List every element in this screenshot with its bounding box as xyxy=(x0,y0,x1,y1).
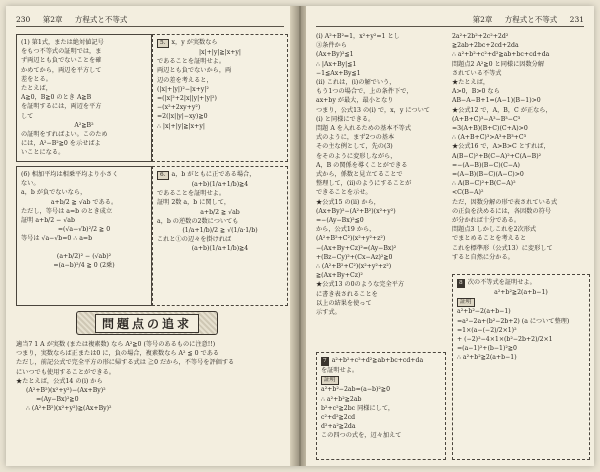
text-line: ただし，等号は a=b のとき成立 xyxy=(21,207,113,215)
text-line: 問題 A を入れるための基本不等式 xyxy=(316,125,412,133)
proof-tag: 証明 xyxy=(457,298,475,307)
text-line: 両辺とも負でないから，両 xyxy=(157,67,232,75)
text-line: (a+b/2)² − (√ab)² xyxy=(56,252,112,260)
text-line: =(a−b)²/4 ≧ 0 (2乗) xyxy=(53,261,115,269)
text-line: (a+b)(1/a+1/b)≧4 xyxy=(191,245,249,253)
example-number: 6. xyxy=(157,171,169,180)
text-line: =a²−2a+(b²−2b+2) (a について整理) xyxy=(457,317,570,325)
text-line: =2(|x||y|−xy)≧0 xyxy=(157,113,208,121)
text-line: (Ax+By)²−(A²+B²)(x²+y²) xyxy=(316,207,396,215)
text-line: (|x|+|y|)²−|x+y|² xyxy=(157,85,209,93)
text-line: AB−A−B+1=(A−1)(B−1)>0 xyxy=(452,97,541,105)
text-line: もう1つの場合で，上の条件下で， xyxy=(316,88,413,96)
section-banner xyxy=(76,311,218,335)
text-line: ≧(Ax+By+Cz)² xyxy=(316,272,363,280)
text-line: ∴ |x|+|y|≧|x+y| xyxy=(157,122,205,130)
text-line: (A+B+C)³−A³−B³−C³ xyxy=(452,115,521,123)
text-line: + (−2)²−4×1×(b²−2b+2)/2×1 xyxy=(457,336,553,344)
text-line: の証明をすればよい。このため xyxy=(21,131,108,139)
text-line: =(A−B)(B−C)(A−C)>0 xyxy=(452,171,524,179)
text-line: ない。 xyxy=(21,180,40,188)
text-line: 式から，係数と見立てることで xyxy=(316,171,403,179)
text-line: ∴ |Ax+By|≦1 xyxy=(316,60,357,68)
text-line: できることを示せ。 xyxy=(316,189,372,197)
text-line: 問題点2 A²≧0 と同様に因数分解 xyxy=(452,60,545,68)
text-line: に書き表されることを xyxy=(316,290,378,298)
text-line: a+b/2 ≧ √ab xyxy=(200,208,240,216)
text-line: +(Bz−Cy)²+(Cx−Az)²≧0 xyxy=(316,253,393,261)
text-line: c²+d²≧2cd xyxy=(321,414,356,422)
page-number: 230 xyxy=(16,15,31,24)
text-line: 適当7 1 A が実数 (または複素数) なら A²≧0 (等号のあるものに注意!!) xyxy=(16,341,216,348)
text-line: a²+b²+c²+d²≧ab+bc+cd+da xyxy=(331,357,424,364)
example-box-8 xyxy=(452,274,590,460)
text-line: a，b の逆数の2数についても xyxy=(157,217,239,225)
text-line: (A²+B²)(x²+y²)−(Ax+By)² xyxy=(26,387,106,395)
section-title: 方程式と不等式 xyxy=(74,15,128,24)
text-line: ず両辺とも負でないことを確 xyxy=(21,57,102,65)
text-line: −1≦Ax+By≦1 xyxy=(316,69,361,77)
text-line: A>0，B>0 なら xyxy=(452,88,500,96)
text-line: =(a−1)²+(b−1)²≧0 xyxy=(457,345,517,353)
proof-tag: 証明 xyxy=(321,376,339,385)
text-line: a²+b²−2ab=(a−b)²≧0 xyxy=(321,386,391,394)
text-line: 問題点3 しかしこれを2次形式 xyxy=(452,226,537,234)
text-line: −(x²+2xy+y²) xyxy=(157,104,201,112)
text-line: =−(A−B)(B−C)(C−A) xyxy=(452,161,520,169)
example-box-6 xyxy=(152,166,288,306)
banner-title: 問題点の追求 xyxy=(95,314,199,333)
text-line: =(|x|²+2|x||y|+|y|²) xyxy=(157,95,217,103)
note-box-1 xyxy=(16,34,152,162)
text-line: (a+b)(1/a+1/b)≧4 xyxy=(191,181,249,188)
text-line: から，公式19 から， xyxy=(316,226,376,234)
text-line: これを標準形（公式13）に変形して xyxy=(452,244,553,252)
text-line: d²+a²≧2da xyxy=(321,423,356,431)
text-line: −(Ax+By+Cz)²=(Ay−Bx)² xyxy=(316,244,397,252)
text-line: であることを証明せよ。 xyxy=(157,58,226,66)
text-line: されている不等式 xyxy=(452,69,502,77)
text-line: <C(B−A)² xyxy=(452,189,484,197)
text-line: にいつでも使用することができる。 xyxy=(16,368,115,376)
text-line: A≧0，B≧0 のとき A≧B xyxy=(21,94,92,102)
note-box-6 xyxy=(16,166,152,306)
example-box-7 xyxy=(316,352,446,460)
text-line: ∴ (A+B+C)³>A³+B³+C³ xyxy=(452,134,527,142)
chapter-label: 第2章 xyxy=(472,15,493,24)
example-number: 8 xyxy=(457,279,465,288)
text-line: ∴ a²+b²+c²+d²≧ab+bc+cd+da xyxy=(452,51,550,59)
text-line: ★公式12 で，A，B，C が正なら， xyxy=(452,106,552,114)
text-line: ★たとえば，公式14 の(i) から xyxy=(16,377,103,385)
text-line: =1×(a−(−2)/2×1)² xyxy=(457,326,517,334)
text-line: 以上の結果を使って xyxy=(316,299,372,307)
text-line: すると自然に分かる。 xyxy=(452,253,514,261)
text-line: b²+c²≧2bc 同様にして， xyxy=(321,404,395,412)
text-line: =−(Ay−Bx)²≦0 xyxy=(316,217,364,225)
right-page-header xyxy=(316,14,584,27)
text-line: 式のように，まず2つの基本 xyxy=(316,134,395,142)
text-line: 証明 2数 a，b に関して， xyxy=(157,199,231,207)
text-line: ∴ A(B−C)²+B(C−A)² xyxy=(452,180,516,188)
text-line: 等号は √a−√b=0 ∴ a=b xyxy=(21,235,93,243)
text-line: 整理して，(ii)のようにすることが xyxy=(316,180,412,188)
text-line: x，y が実数なら xyxy=(171,39,218,46)
text-line: たとえば， xyxy=(21,85,52,93)
text-line: (1) 第1式，または絶対値記号 xyxy=(21,39,104,46)
example-number: 5. xyxy=(157,39,169,48)
text-line: には，A²−B²≧0 を示せばよ xyxy=(21,140,101,148)
text-line: A(B−C)²+B(C−A)²+C(A−B)² xyxy=(452,152,542,160)
text-line: 示す式。 xyxy=(316,309,341,317)
text-line: であることを証明せよ。 xyxy=(157,190,226,198)
text-line: これと①の辺々を掛ければ xyxy=(157,236,232,244)
text-line: a+b/2 ≧ √ab である。 xyxy=(50,198,118,206)
text-line: =3(A+B)(B+C)(C+A)>0 xyxy=(452,125,528,133)
text-line: ③条件から xyxy=(316,42,347,50)
right-column-2 xyxy=(452,32,588,266)
text-line: a²+b²−2(a+b−1) xyxy=(457,308,511,316)
text-line: ただし，前記公式で完全平方の形に帰する式は ≧0 だから，不等号を評価する xyxy=(16,359,235,367)
text-line: をもつ不等式の証明では，ま xyxy=(21,48,102,56)
text-line: この四つの式を，辺々加えて xyxy=(321,432,402,440)
text-line: ★たとえば， xyxy=(452,79,490,87)
text-line: つまり，実数ならば正または0 に，負の場合，複素数なら A² ≦ 0 である xyxy=(16,350,220,358)
text-line: ★公式13 の0のような完全平方 xyxy=(316,281,405,289)
text-line: をそのように変形しながら， xyxy=(316,152,397,160)
text-line: (ii) これは，(i)の解でいう， xyxy=(316,79,396,87)
text-line: 辺の差を考えると， xyxy=(157,76,213,84)
example-box-5 xyxy=(152,34,288,162)
text-line: |x|+|y|≧|x+y| xyxy=(198,49,242,56)
right-column-1 xyxy=(316,32,444,342)
text-line: 次の不等式を証明せよ。 xyxy=(467,279,536,286)
text-line: ax+by が最大，最小となり xyxy=(316,97,394,105)
text-line: 差をとる。 xyxy=(21,75,52,83)
text-line: a²+b²≧2(a+b−1) xyxy=(494,289,548,297)
text-line: ★公式15 の(ii) から， xyxy=(316,198,380,206)
left-bottom-text xyxy=(16,340,286,414)
text-line: (A²+B²+C²)(x²+y²+z²) xyxy=(316,235,386,243)
right-page xyxy=(306,6,594,466)
text-line: が分かれば十分である。 xyxy=(452,217,521,225)
example-number: 7 xyxy=(321,357,329,366)
text-line: =(√a−√b)²/2 ≧ 0 xyxy=(57,226,111,234)
text-line: a，b が負でないなら， xyxy=(21,189,87,197)
text-line: ただ，因数分解の形で表されている式 xyxy=(452,198,558,206)
text-line: を証明するには，両辺を平方 xyxy=(21,103,102,111)
text-line: (1/a+1/b)/2 ≧ √(1/a·1/b) xyxy=(182,227,258,235)
open-book xyxy=(6,6,594,466)
page-number: 231 xyxy=(569,15,584,24)
text-line: つまり，公式13 の(i) で，x，y について xyxy=(316,106,430,114)
text-line: ∴ (A²+B²)(x²+y²)≧(Ax+By)² xyxy=(26,405,112,413)
text-line: の正負を決めるには，各因数の符号 xyxy=(452,207,551,215)
text-line: ≧2ab+2bc+2cd+2da xyxy=(452,42,519,50)
text-line: ∴ (A²+B²+C²)(x²+y²+z²) xyxy=(316,263,392,271)
chapter-label: 第2章 xyxy=(42,15,63,24)
text-line: (6) 相加平均は相乗平均より小さく xyxy=(21,171,119,178)
text-line: その主な例として，先の(3) xyxy=(316,143,393,151)
text-line: (i) A²+B²=1，x²+y²=1 とし xyxy=(316,33,400,40)
text-line: A²≧B² xyxy=(74,121,94,129)
text-line: でまとめることを考えると xyxy=(452,235,527,243)
left-page xyxy=(6,6,294,466)
text-line: ∴ a²+b²≧2ab xyxy=(321,395,362,403)
text-line: (Ax+By)²≦1 xyxy=(316,51,354,59)
text-line: して xyxy=(21,112,34,120)
text-line: a，b がともに正である場合， xyxy=(171,171,256,178)
text-line: 2a²+2b²+2c²+2d² xyxy=(452,33,509,40)
text-line: ★公式16 で，A>B>C とすれば， xyxy=(452,143,550,151)
text-line: ∴ a²+b²≧2(a+b−1) xyxy=(457,354,517,362)
text-line: A，B の関係を導くことができる xyxy=(316,161,408,169)
text-line: いことになる。 xyxy=(21,149,65,157)
text-line: (i) と同様にできる。 xyxy=(316,115,375,123)
text-line: を証明せよ。 xyxy=(321,367,359,375)
text-line: 証明 a+b/2 − √ab xyxy=(21,217,75,225)
left-page-header xyxy=(16,14,284,27)
section-title: 方程式と不等式 xyxy=(504,15,558,24)
text-line: かめてから，両辺を平方して xyxy=(21,66,102,74)
text-line: =(Ay−Bx)²≧0 xyxy=(36,396,79,404)
